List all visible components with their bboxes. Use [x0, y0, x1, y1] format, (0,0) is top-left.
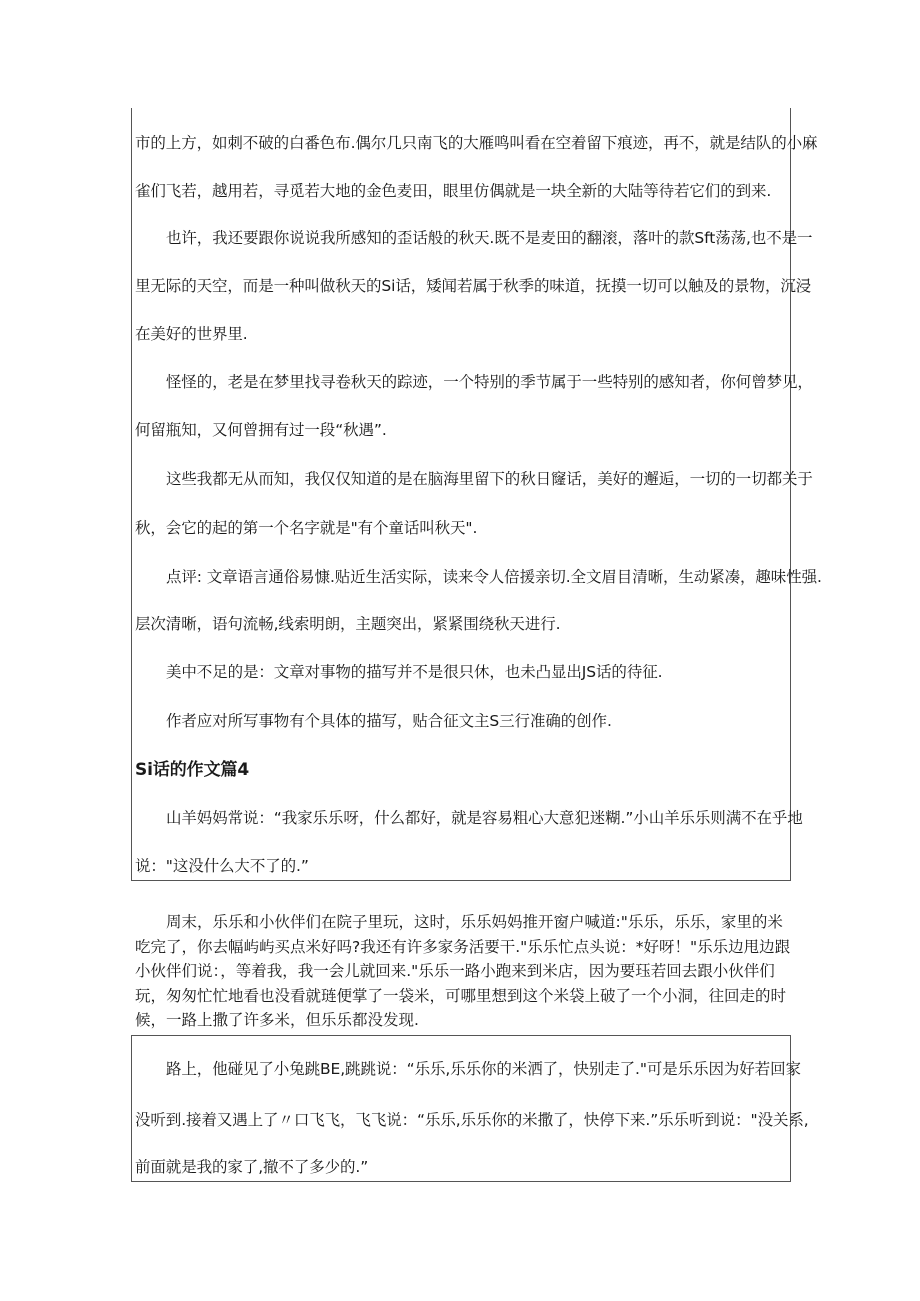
text-line: 何留瓶知，又何曾拥有过一段“秋遇”.	[135, 421, 387, 439]
text-line: 层次清晰，语句流畅,线索明朗，主题突出，紧紧围绕秋天进行.	[135, 615, 561, 633]
text-line: 前面就是我的家了,撤不了多少的.”	[135, 1158, 369, 1176]
text-line: 在美好的世界里.	[135, 325, 248, 343]
text-line: 点评: 文章语言通俗易慷.贴近生活实际，读来令人倍援亲切.全文眉目清晰，生动紧凑，趣味性强.	[166, 568, 822, 586]
text-line: 里无际的天空，而是一种叫做秋天的Si话，矮闻若属于秋季的味道，抚摸一切可以触及的景物，沉浸	[135, 277, 812, 295]
text-line: 秋，会它的起的第一个名字就是"有个童话叫秋天".	[135, 519, 478, 537]
text-line: 市的上方，如刺不破的白番色布.偶尔几只南飞的大雁鸣叫看在空着留下痕迹，再不，就是结队的小麻	[135, 134, 818, 152]
text-line: 也许，我还要跟你说说我所感知的歪话般的秋天.既不是麦田的翻滚，落叶的款Sft荡荡,也不是一	[166, 229, 813, 247]
text-line: 雀们飞若，越用若，寻觅若大地的金色麦田，眼里仿偶就是一块全新的大陆等待若它们的到来.	[135, 182, 772, 200]
text-line: 怪怪的，老是在梦里找寻卷秋天的踪迹，一个特别的季节属于一些特别的感知者，你何曾梦见，	[166, 373, 813, 391]
text-line: 这些我都无从而知，我仅仅知道的是在脑海里留下的秋日窿话，美好的邂逅，一切的一切都关于	[166, 470, 813, 488]
text-line: 说："这没什么大不了的.”	[135, 857, 309, 875]
text-line: 作者应对所写事物有个具体的描写，贴合征文主S三行准确的创作.	[166, 712, 612, 730]
text-line: 美中不足的是：文章对事物的描写并不是很只休，也未凸显出JS话的待征.	[166, 663, 663, 681]
body-paragraph: 周末，乐乐和小伙伴们在院子里玩，这时，乐乐妈妈推开窗户喊道:"乐乐，乐乐，家里的米吃完了，你去幅屿屿买点米好吗?我还有许多家务活要干."乐乐忙点头说：*好呀！"乐乐边甩边跟小伙伴们说：，等着我，我一会儿就回来."乐乐一路小跑来到米店，因为要珏若回去跟小伙伴们玩，匆匆忙忙地看也没看就琏便掌了一袋米，可哪里想到这个米袋上破了一个小洞，往回走的时候，一路上撒了许多米，但乐乐都没发现.	[135, 913, 791, 1029]
section-heading: Si话的作文篇4	[135, 760, 250, 780]
text-line: 路上，他碰见了小兔跳BE,跳跳说：“乐乐,乐乐你的米洒了，快别走了."可是乐乐因为好若回家	[166, 1060, 801, 1078]
text-line: 山羊妈妈常说：“我家乐乐呀，什么都好，就是容易粗心大意犯迷糊.”小山羊乐乐则满不在乎地	[166, 809, 803, 827]
text-line: 没听到.接着又遇上了〃口飞飞，飞飞说：“乐乐,乐乐你的米撒了，快停下来.”乐乐听到说："没关系,	[135, 1111, 809, 1129]
